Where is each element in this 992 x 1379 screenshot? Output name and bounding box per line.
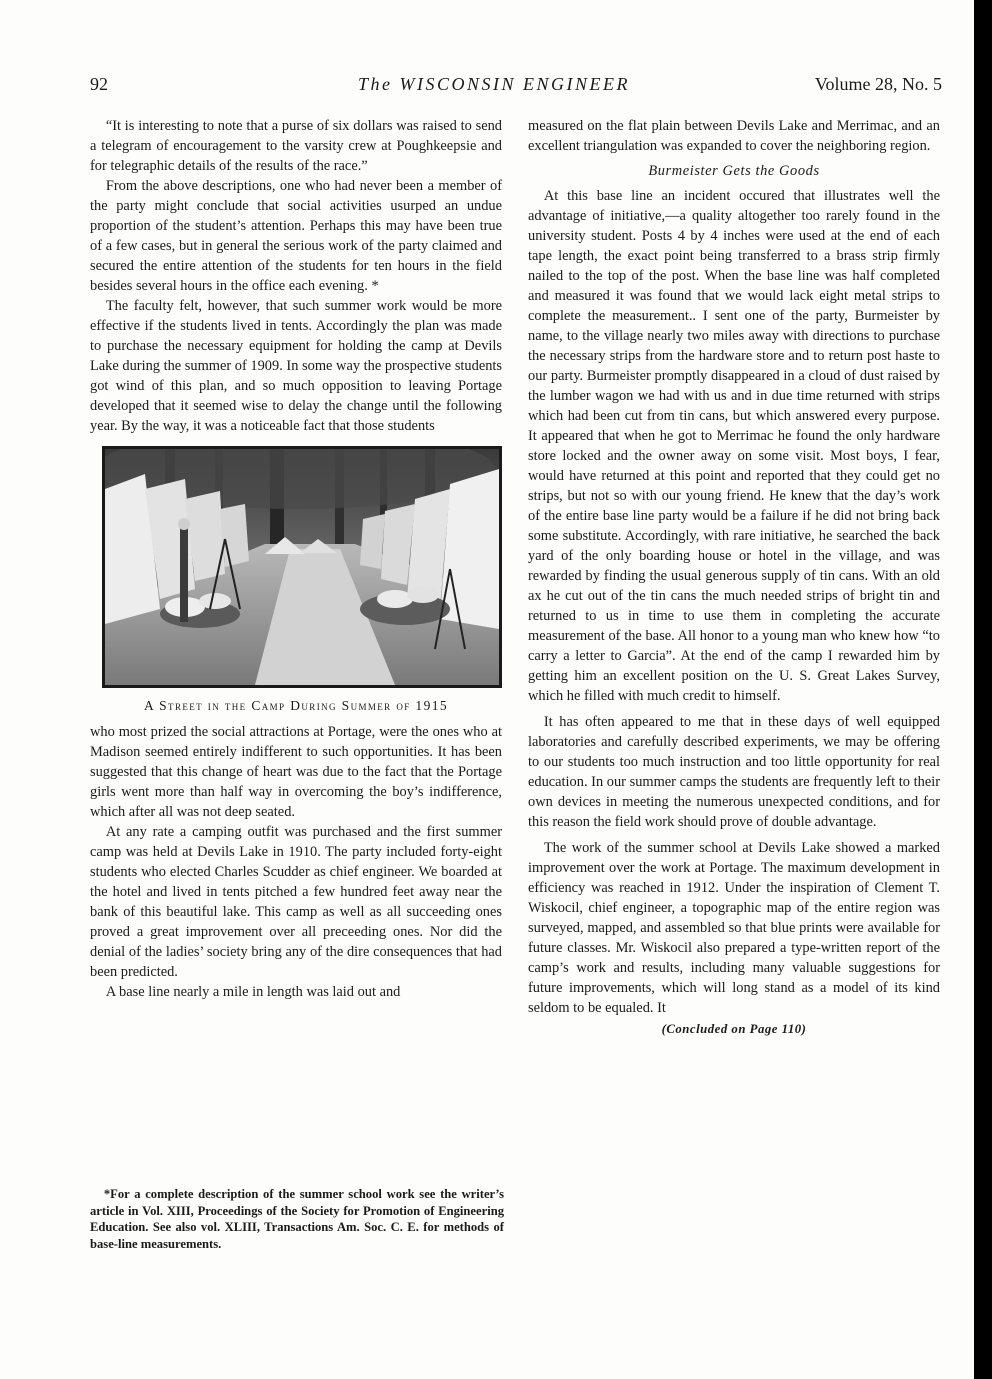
footnote: *For a complete description of the summer school work see the writer’s article in Vol. XIII, Proceedings of the Society for Promotion of Engineering Education. See also vol. XLIII, Transactions Am. Soc. C. E. for methods of base-line measurements. xyxy=(90,1187,504,1251)
paragraph: At this base line an incident occured that illustrates well the advantage of initiative,—a quality altogether too rarely found in the university student. Posts 4 by 4 inches were used at the end of each tape length, the exact point being transferred to a brass strip firmly nailed to the top of the post. When the base line was half completed and measured it was found that we would lack eight metal strips to complete the measurement.. I sent one of the party, Burmeister by name, to the village nearly two miles away with directions to purchase the necessary strips from the hardware store and to return post haste to our party. Burmeister promptly disappeared in a cloud of dust raised by the lumber wagon we had with us and in due time returned with strips which had been cut from tin cans, but which answered every purpose. It appeared that when he got to Merrimac he found the only hardware store locked and the owner away on some visit. Most boys, I fear, would have returned at this point and reported that they could get no strips, but not so with our young friend. He knew that the day’s work of the entire base line party would be a failure if he did not bring back some substitute. Accordingly, with rare initiative, he searched the back yard of the only boarding house or hotel in the village, and was rewarded by finding the usual generous supply of tin cans. With an old ax he cut out of the tin cans the much needed strips of bright tin and returned to us in time to use them in completing the accurate measurement of the base. All honor to a young man who knew how “to carry a letter to Garcia”. At the end of the camp I rewarded him by getting him an excellent position on the U. S. Great Lakes Survey, which he filled with much credit to himself. xyxy=(528,188,940,704)
section-subheading: Burmeister Gets the Goods xyxy=(648,163,820,179)
paragraph: It has often appeared to me that in these days of well equipped laboratories and carefully described experiments, we may be offering to our students too much instruction and too little opportunity for real education. In our summer camps the students are frequently left to their own devices in meeting the numerous unexpected conditions, and for this reason the field work should prove of double advantage. xyxy=(528,714,940,830)
continuation-note: (Concluded on Page 110) xyxy=(661,1022,807,1036)
page-number: 92 xyxy=(90,74,108,94)
paragraph: A base line nearly a mile in length was laid out and xyxy=(105,984,401,1000)
paragraph: The work of the summer school at Devils Lake showed a marked improvement over the work at Portage. The maximum development in efficiency was reached in 1912. Under the inspiration of Clement T. Wiskocil, chief engineer, a topographic map of the entire region was surveyed, mapped, and assembled so that blue prints were available for future classes. Mr. Wiskocil also prepared a type-written report of the camp’s work and results, including many valuable suggestions for future improvements, which will long stand as a model of its kind seldom to be equaled. It xyxy=(528,840,940,1016)
journal-title: The WISCONSIN ENGINEER xyxy=(358,74,630,94)
paragraph: who most prized the social attractions at Portage, were the ones who at Madison seemed entirely indifferent to such opportunities. It has been suggested that this change of heart was due to the fact that the Portage girls went more than half way in overcoming the boy’s indifference, which after all was not deep seated. xyxy=(90,724,502,820)
photo-image xyxy=(105,449,499,685)
camp-street-photo xyxy=(102,446,502,688)
volume-issue: Volume 28, No. 5 xyxy=(814,74,942,94)
paragraph: From the above descriptions, one who had never been a member of the party might conclude that social activities usurped an undue proportion of the student’s attention. Perhaps this may have been true of a few cases, but in general the serious work of the party claimed and secured the entire attention of the students for ten hours in the field besides several hours in the office each evening. * xyxy=(90,178,502,294)
paragraph: measured on the flat plain between Devils Lake and Merrimac, and an excellent triangulation was expanded to cover the neighboring region. xyxy=(528,118,940,154)
photo-caption: A Street in the Camp During Summer of 1915 xyxy=(143,698,449,713)
paragraph: “It is interesting to note that a purse of six dollars was raised to send a telegram of encouragement to the varsity crew at Poughkeepsie and for telegraphic details of the results of the race.” xyxy=(90,118,502,174)
right-column xyxy=(528,116,940,1039)
paragraph: At any rate a camping outfit was purchased and the first summer camp was held at Devils Lake in 1910. The party included forty-eight students who elected Charles Scudder as chief engineer. We boarded at the hotel and lived in tents pitched a few hundred feet away near the bank of this beautiful lake. This camp as well as all succeeding ones proved a great improvement over all preceeding ones. Nor did the denial of the ladies’ society bring any of the dire consequences that had been predicted. xyxy=(90,824,502,980)
paragraph: The faculty felt, however, that such summer work would be more effective if the students lived in tents. Accordingly the plan was made to purchase the necessary equipment for holding the camp at Devils Lake during the summer of 1909. In some way the prospective students got wind of this plan, and so much opposition to leaving Portage developed that it seemed wise to delay the change until the following year. By the way, it was a noticeable fact that those students xyxy=(90,298,502,434)
left-column xyxy=(90,116,502,1002)
